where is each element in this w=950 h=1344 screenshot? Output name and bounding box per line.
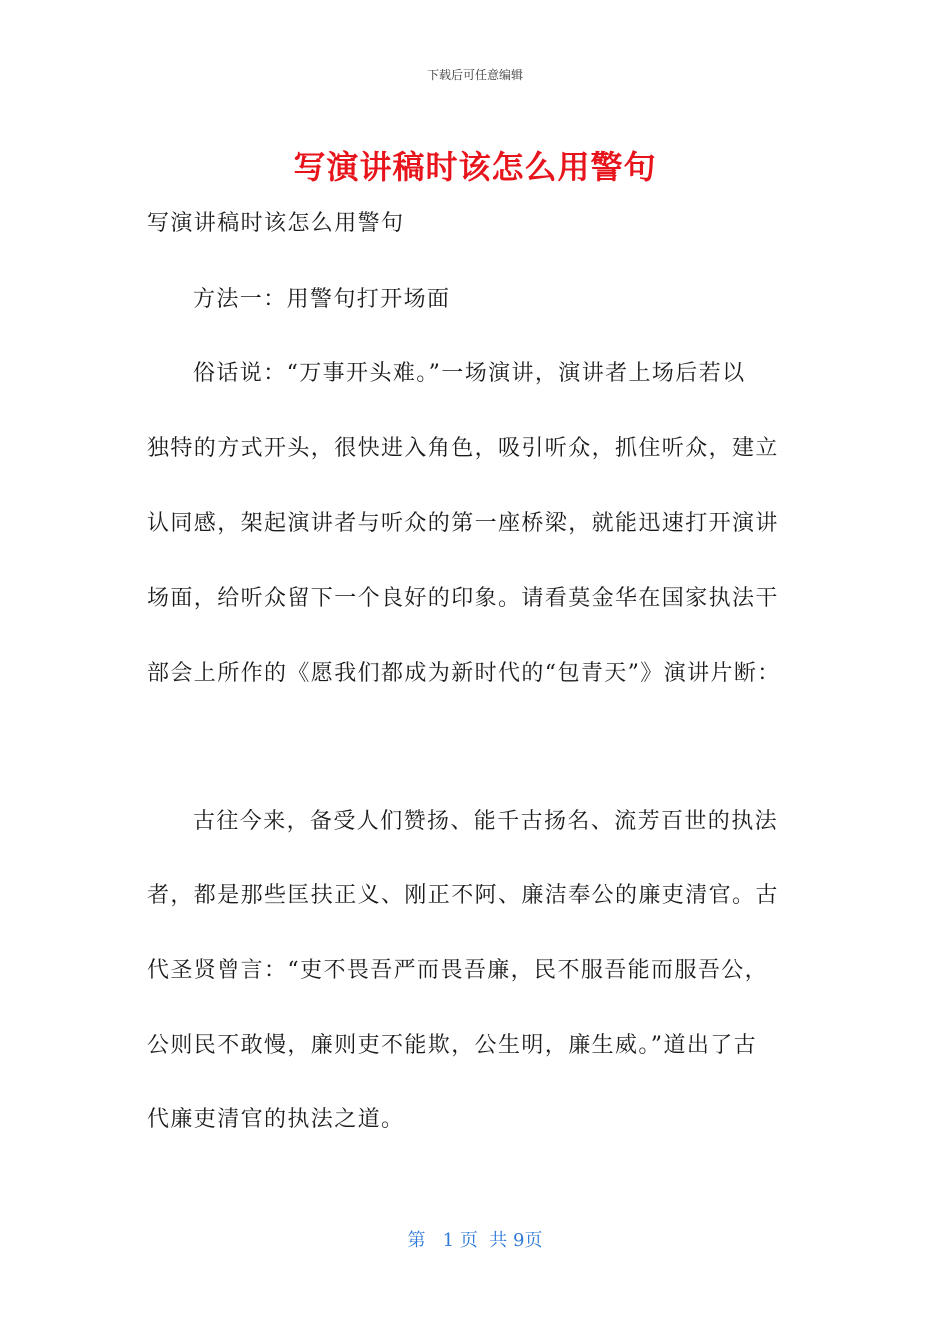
paragraph-2-line: 代圣贤曾言：“吏不畏吾严而畏吾廉，民不服吾能而服吾公， — [147, 958, 769, 983]
page-footer: 第 1 页 共 9页 — [407, 1230, 543, 1251]
paragraph-2-line: 代廉吏清官的执法之道。 — [147, 1107, 405, 1132]
paragraph-2-line: 公则民不敢慢，廉则吏不能欺，公生明，廉生威。”道出了古 — [147, 1033, 758, 1058]
paragraph-2-line: 古往今来，备受人们赞扬、能千古扬名、流芳百世的执法 — [193, 809, 779, 834]
paragraph-1-line: 部会上所作的《愿我们都成为新时代的“包青天”》演讲片断： — [147, 661, 781, 686]
paragraph-1-line: 独特的方式开头，很快进入角色，吸引听众，抓住听众，建立 — [147, 436, 779, 461]
paragraph-1-line: 俗话说：“万事开头难。”一场演讲，演讲者上场后若以 — [193, 361, 746, 386]
paragraph-1-line: 场面，给听众留下一个良好的印象。请看莫金华在国家执法干 — [147, 586, 779, 611]
paragraph-2-line: 者，都是那些匡扶正义、刚正不阿、廉洁奉公的廉吏清官。古 — [147, 883, 779, 908]
method-heading: 方法一：用警句打开场面 — [193, 287, 451, 312]
document-title: 写演讲稿时该怎么用警句 — [293, 148, 657, 186]
paragraph-1-line: 认同感，架起演讲者与听众的第一座桥梁，就能迅速打开演讲 — [147, 511, 779, 536]
header-note: 下载后可任意编辑 — [426, 68, 523, 82]
subtitle: 写演讲稿时该怎么用警句 — [147, 211, 405, 236]
